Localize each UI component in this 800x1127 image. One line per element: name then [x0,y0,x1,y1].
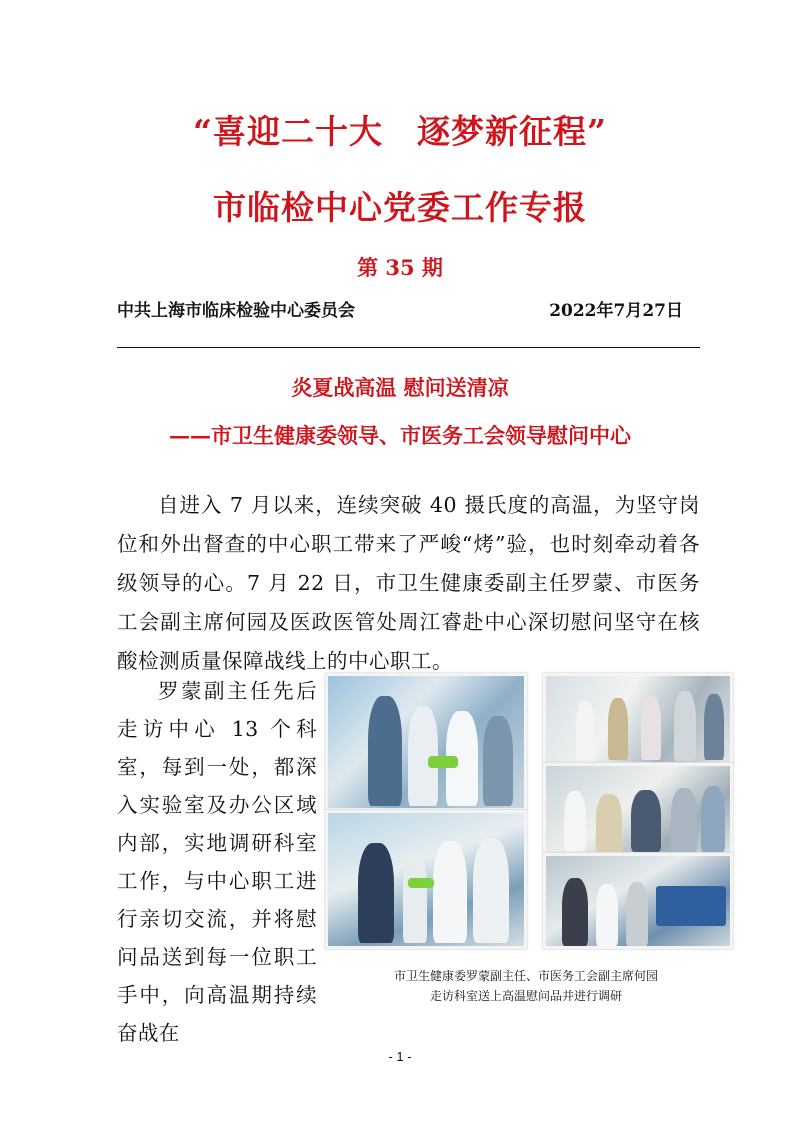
issuing-organization: 中共上海市临床检验中心委员会 [117,301,355,321]
article-subheadline: ——市卫生健康委领导、市医务工会领导慰问中心 [169,423,631,448]
header-divider [117,347,700,348]
photo-caption-line-1: 市卫生健康委罗蒙副主任、市医务工会副主席何园 [393,969,658,983]
article-paragraph-1: 自进入 7 月以来，连续突破 40 摄氏度的高温，为坚守岗位和外出督查的中心职工带来了严峻“烤”验，也时刻牵动着各级领导的心。7 月 22 日，市卫生健康委副主任罗蒙、市医务工会副主席何园及医政医管处周江睿赴中心深切慰问坚守在核酸检测质量保障战线上的中心职工。 [117,493,700,673]
photo-leader-handing-gift [325,673,527,811]
report-title-slogan: “喜迎二十大 逐梦新征程” [193,112,607,151]
photo-caption-line-2: 走访科室送上高温慰问品并进行调研 [429,989,622,1003]
photo-laboratory-inspection [543,853,733,949]
article-paragraph-2: 罗蒙副主任先后走访中心 13 个科室，每到一处，都深入实验室及办公区域内部，实地调研科室工作，与中心职工进行亲切交流，并将慰问品送到每一位职工手中，向高温期持续奋战在 [117,679,317,1045]
issue-number: 第 35 期 [357,255,443,280]
page-number: - 1 - [388,1049,412,1064]
report-title: 市临检中心党委工作专报 [213,188,587,227]
photo-leader-with-staff [325,810,527,949]
photo-corridor-visit [543,673,733,765]
photo-office-discussion [543,763,733,855]
issue-date: 2022年7月27日 [549,301,683,321]
article-headline: 炎夏战高温 慰问送清凉 [291,375,509,400]
